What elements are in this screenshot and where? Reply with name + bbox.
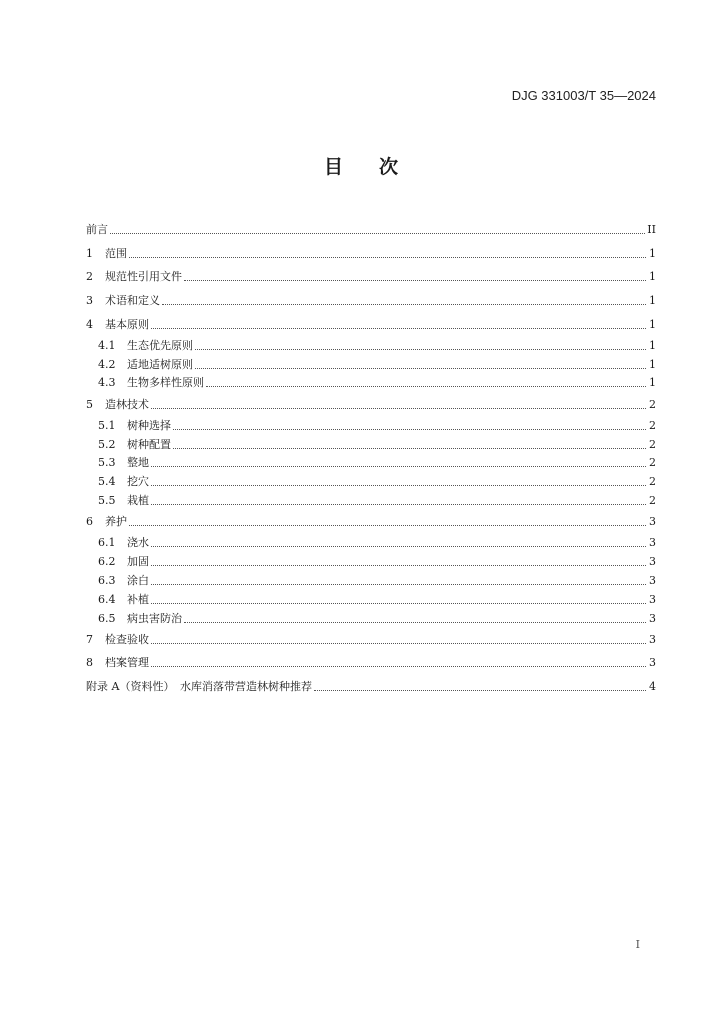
toc-entry-number: 6.4 (98, 592, 116, 606)
toc-entry[interactable] (86, 242, 656, 266)
toc-entry-number: 5.1 (98, 418, 116, 432)
toc-entry[interactable] (86, 534, 656, 553)
toc-dot-leader (129, 525, 646, 526)
toc-entry-label: 档案管理 (105, 656, 149, 670)
toc-entry-page: 3 (649, 555, 656, 569)
table-of-contents (86, 218, 656, 698)
toc-entry-page: 1 (649, 357, 656, 371)
toc-entry-label: 养护 (105, 515, 127, 529)
toc-entry-label: 前言 (86, 223, 108, 237)
toc-entry[interactable] (86, 392, 656, 416)
toc-entry[interactable] (86, 265, 656, 289)
toc-entry-page: 1 (649, 317, 656, 331)
toc-entry-page: 2 (649, 475, 656, 489)
toc-entry[interactable] (86, 289, 656, 313)
toc-entry-label: 加固 (127, 555, 149, 569)
toc-entry-page: 3 (649, 574, 656, 588)
toc-dot-leader (151, 504, 646, 505)
toc-entry-label: 适地适树原则 (127, 357, 193, 371)
toc-entry[interactable] (86, 571, 656, 590)
toc-entry-page: 4 (649, 680, 656, 693)
toc-entry-page: 1 (649, 294, 656, 308)
toc-entry-number: 5.3 (98, 456, 116, 470)
toc-entry-number: 1 (86, 246, 93, 260)
toc-entry-label: 范围 (105, 246, 127, 260)
toc-entry-page: 3 (649, 656, 656, 670)
toc-dot-leader (110, 233, 645, 234)
toc-entry-number: 8 (86, 656, 93, 670)
toc-entry-page: 2 (649, 418, 656, 432)
toc-dot-leader (195, 368, 646, 369)
toc-entry-label: 整地 (127, 456, 149, 470)
toc-title-right: 次 (379, 156, 401, 178)
toc-entry[interactable] (86, 675, 656, 699)
toc-entry-page: 1 (649, 338, 656, 352)
toc-entry-number: 4.3 (98, 376, 116, 390)
toc-entry-page: 2 (649, 397, 656, 411)
document-code: DJG 331003/T 35—2024 (511, 88, 656, 103)
toc-entry-page: 2 (649, 494, 656, 508)
toc-entry[interactable] (86, 336, 656, 355)
toc-entry-number: 6 (86, 515, 93, 529)
toc-entry[interactable] (86, 491, 656, 510)
toc-entry-number: 5.2 (98, 437, 116, 451)
toc-entry-label: 检查验收 (105, 632, 149, 646)
toc-entry-label: 术语和定义 (105, 294, 160, 308)
toc-entry-number: 6.3 (98, 574, 116, 588)
toc-entry-number: 4 (86, 317, 93, 331)
toc-entry-number: 5.5 (98, 494, 116, 508)
toc-entry-page: 3 (649, 536, 656, 550)
toc-dot-leader (151, 643, 646, 644)
toc-dot-leader (129, 257, 646, 258)
toc-entry[interactable] (86, 355, 656, 374)
toc-dot-leader (162, 304, 646, 305)
toc-entry-number: 7 (86, 632, 93, 646)
toc-entry[interactable] (86, 416, 656, 435)
toc-entry-label: 附录 A（资料性） 水库消落带营造林树种推荐 (86, 680, 312, 693)
toc-entry-page: 3 (649, 632, 656, 646)
toc-entry-label: 树种选择 (127, 418, 171, 432)
toc-entry-number: 4.1 (98, 338, 116, 352)
toc-dot-leader (151, 466, 646, 467)
toc-entry-page: 1 (649, 376, 656, 390)
toc-entry-number: 3 (86, 294, 93, 308)
toc-entry-page: II (647, 223, 656, 237)
page-number: I (635, 938, 640, 951)
toc-dot-leader (173, 448, 646, 449)
toc-entry-page: 3 (649, 592, 656, 606)
toc-entry-page: 3 (649, 515, 656, 529)
toc-entry-number: 6.2 (98, 555, 116, 569)
toc-dot-leader (206, 386, 646, 387)
toc-entry-page: 2 (649, 456, 656, 470)
toc-dot-leader (184, 622, 646, 623)
toc-entry[interactable] (86, 374, 656, 393)
toc-entry-label: 生态优先原则 (127, 338, 193, 352)
toc-entry-label: 规范性引用文件 (105, 270, 182, 284)
toc-entry-label: 造林技术 (105, 397, 149, 411)
toc-entry-number: 5.4 (98, 475, 116, 489)
toc-dot-leader (195, 349, 646, 350)
toc-entry-number: 5 (86, 397, 93, 411)
toc-title-left: 目 (323, 156, 345, 178)
toc-entry-label: 涂白 (127, 574, 149, 588)
toc-entry-label: 挖穴 (127, 475, 149, 489)
toc-entry[interactable] (86, 454, 656, 473)
toc-dot-leader (173, 429, 646, 430)
toc-dot-leader (151, 485, 646, 486)
toc-entry[interactable] (86, 435, 656, 454)
toc-dot-leader (151, 666, 646, 667)
toc-entry[interactable] (86, 628, 656, 652)
toc-dot-leader (151, 603, 646, 604)
toc-entry-label: 浇水 (127, 536, 149, 550)
toc-entry[interactable] (86, 609, 656, 628)
toc-entry-number: 4.2 (98, 357, 116, 371)
toc-dot-leader (151, 584, 646, 585)
toc-entry-page: 1 (649, 270, 656, 284)
toc-entry-page: 1 (649, 246, 656, 260)
toc-entry[interactable] (86, 510, 656, 534)
toc-entry-number: 6.1 (98, 536, 116, 550)
toc-entry[interactable] (86, 472, 656, 491)
toc-dot-leader (151, 546, 646, 547)
toc-entry-label: 补植 (127, 592, 149, 606)
toc-dot-leader (151, 408, 646, 409)
toc-dot-leader (184, 280, 646, 281)
toc-entry-label: 基本原则 (105, 317, 149, 331)
toc-entry[interactable] (86, 312, 656, 336)
toc-entry[interactable] (86, 552, 656, 571)
toc-entry-label: 生物多样性原则 (127, 376, 204, 390)
toc-entry-label: 栽植 (127, 494, 149, 508)
toc-entry-page: 3 (649, 611, 656, 625)
toc-entry-label: 树种配置 (127, 437, 171, 451)
toc-entry[interactable] (86, 218, 656, 242)
toc-dot-leader (151, 328, 646, 329)
toc-dot-leader (314, 690, 646, 691)
toc-dot-leader (151, 565, 646, 566)
toc-entry-number: 2 (86, 270, 93, 284)
toc-entry[interactable] (86, 590, 656, 609)
toc-entry-number: 6.5 (98, 611, 116, 625)
toc-title (0, 152, 724, 179)
toc-entry-page: 2 (649, 437, 656, 451)
toc-entry-label: 病虫害防治 (127, 611, 182, 625)
toc-entry[interactable] (86, 651, 656, 675)
